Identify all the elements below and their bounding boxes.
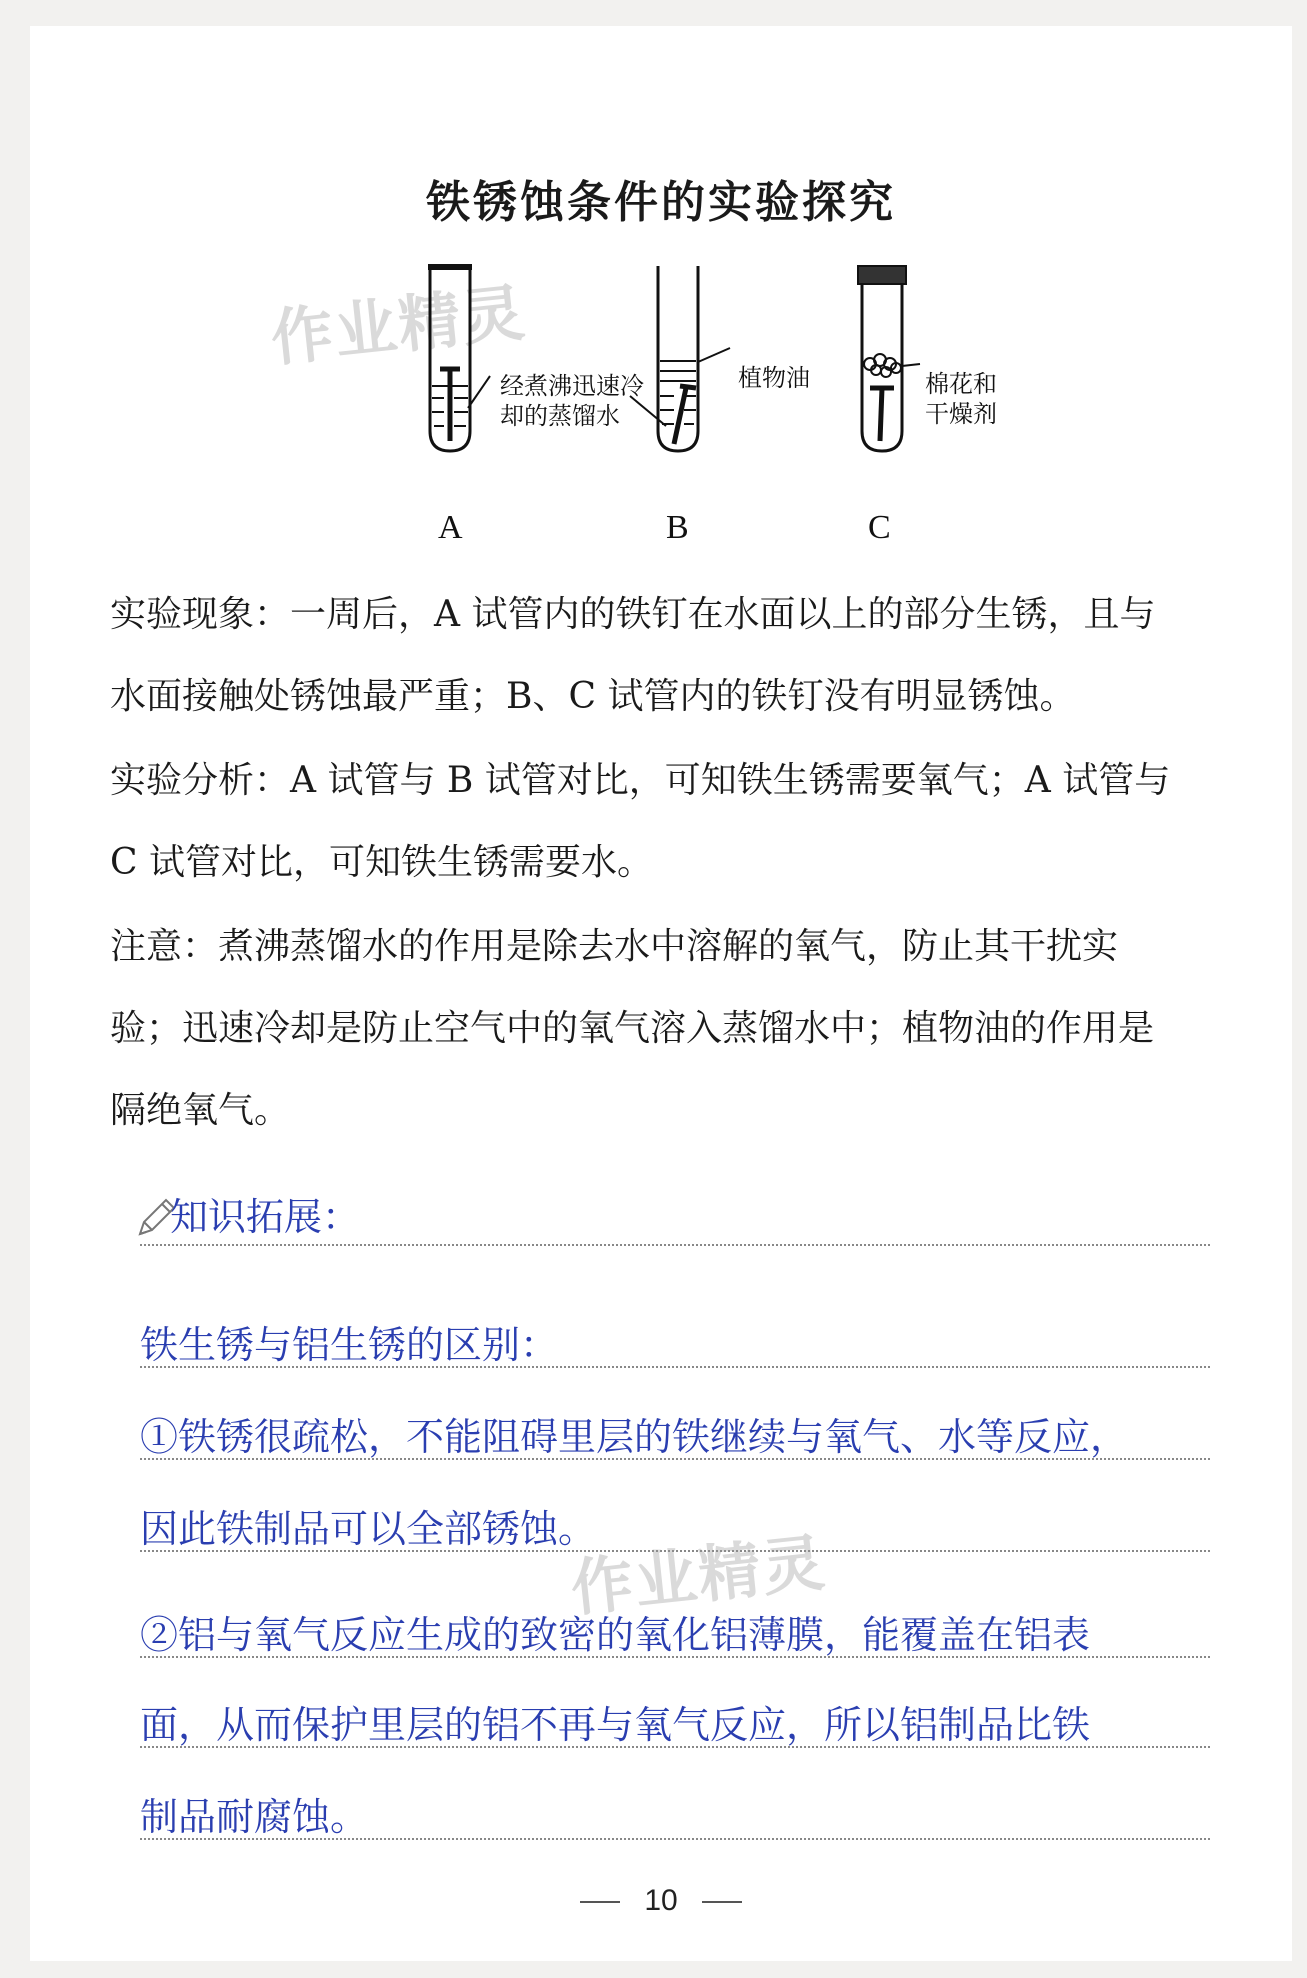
extension-line-5: 面，从而保护里层的铝不再与氧气反应，所以铝制品比铁 bbox=[140, 1703, 1091, 1747]
extension-line-3: 因此铁制品可以全部锈蚀。 bbox=[140, 1507, 597, 1551]
footer-dash bbox=[580, 1901, 620, 1903]
divider bbox=[140, 1366, 1210, 1368]
note-line-2: 验；迅速冷却是防止空气中的氧气溶入蒸馏水中；植物油的作用是 bbox=[110, 1008, 1155, 1049]
note-line-1: 注意：煮沸蒸馏水的作用是除去水中溶解的氧气，防止其干扰实 bbox=[110, 926, 1119, 967]
tube-label-c: C bbox=[868, 509, 891, 546]
footer-dash bbox=[702, 1901, 742, 1903]
watermark: 作业精灵 bbox=[567, 1525, 830, 1626]
extension-line-2: ①铁锈很疏松，不能阻碍里层的铁继续与氧气、水等反应， bbox=[140, 1415, 1129, 1459]
tube-c bbox=[858, 266, 920, 451]
tube-label-a: A bbox=[438, 509, 463, 546]
test-tube-diagram bbox=[30, 26, 1292, 586]
divider bbox=[140, 1656, 1210, 1658]
page bbox=[30, 26, 1292, 1961]
page-footer bbox=[30, 1884, 1292, 1918]
label-a-line2: 却的蒸馏水 bbox=[500, 402, 620, 430]
note-paragraph bbox=[110, 906, 1260, 1152]
page-number: 10 bbox=[644, 1884, 678, 1917]
observation-paragraph bbox=[110, 574, 1260, 738]
divider bbox=[140, 1458, 1210, 1460]
analysis-paragraph bbox=[110, 740, 1260, 904]
label-c-line1: 棉花和 bbox=[925, 370, 997, 398]
analysis-line-2: C 试管对比，可知铁生锈需要水。 bbox=[110, 842, 653, 883]
tube-label-b: B bbox=[666, 509, 689, 546]
observation-line-2: 水面接触处锈蚀最严重；B、C 试管内的铁钉没有明显锈蚀。 bbox=[110, 676, 1076, 717]
label-b: 植物油 bbox=[738, 364, 810, 392]
divider bbox=[140, 1244, 1210, 1246]
label-a-line1: 经煮沸迅速冷 bbox=[500, 372, 644, 400]
tube-b bbox=[630, 266, 730, 451]
extension-heading: 知识拓展： bbox=[170, 1195, 361, 1239]
divider bbox=[140, 1838, 1210, 1840]
extension-line-6: 制品耐腐蚀。 bbox=[140, 1795, 369, 1839]
note-line-3: 隔绝氧气。 bbox=[110, 1090, 291, 1131]
label-c-line2: 干燥剂 bbox=[925, 400, 997, 428]
watermark: 作业精灵 bbox=[267, 275, 530, 376]
page-title: 铁锈蚀条件的实验探究 bbox=[426, 177, 896, 228]
extension-line-1: 铁生锈与铝生锈的区别： bbox=[140, 1323, 559, 1367]
observation-line-1: 实验现象：一周后，A 试管内的铁钉在水面以上的部分生锈，且与 bbox=[110, 594, 1156, 635]
divider bbox=[140, 1746, 1210, 1748]
extension-line-4: ②铝与氧气反应生成的致密的氧化铝薄膜，能覆盖在铝表 bbox=[140, 1613, 1091, 1657]
tube-a bbox=[428, 264, 490, 451]
analysis-line-1: 实验分析：A 试管与 B 试管对比，可知铁生锈需要氧气；A 试管与 bbox=[110, 760, 1171, 801]
